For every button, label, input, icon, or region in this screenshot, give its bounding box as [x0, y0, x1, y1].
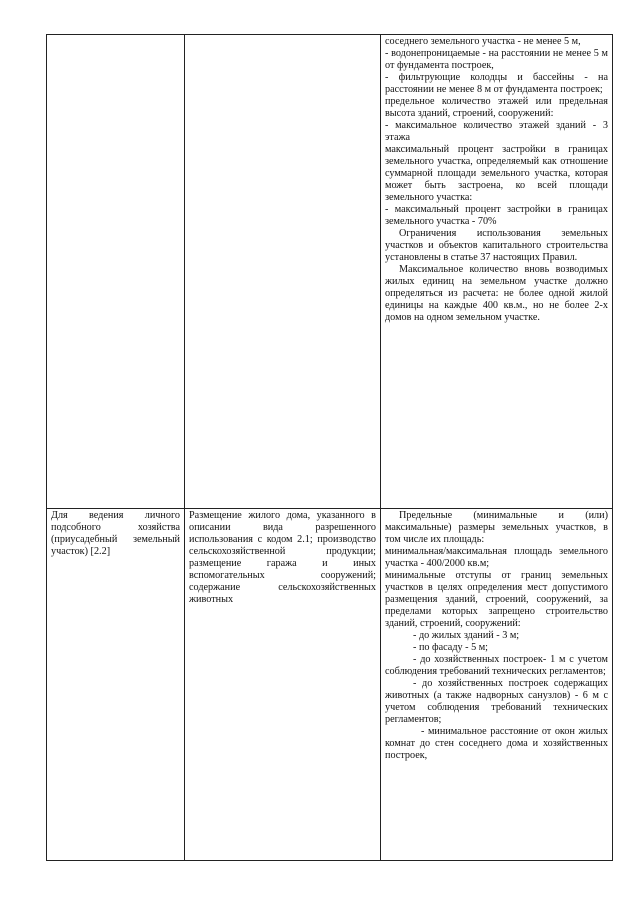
parameter-paragraph: минимальная/максимальная площадь земельного участка - 400/2000 кв.м; [385, 546, 608, 569]
parameter-paragraph: - водонепроницаемые - на расстоянии не менее 5 м от фундамента построек, [385, 48, 608, 71]
document-page [46, 34, 612, 860]
parameter-paragraph: - максимальный процент застройки в границах земельного участка - 70% [385, 204, 608, 227]
land-use-regulations-table [46, 34, 613, 861]
parameter-paragraph: Максимальное количество вновь возводимых жилых единиц на земельном участке должно определяться из расчета: не более одной жилой единицы на каждые 400 кв.м., но не более 2-х домов на одном земельном участке. [385, 264, 608, 323]
permitted-use-description-cell: Размещение жилого дома, указанного в описании вида разрешенного использования с кодом 2.1; производство сельскохозяйственной продукции; размещение гаража и иных вспомогательных сооружений; содержание сельскохозяйственных животных [185, 509, 381, 861]
parameter-paragraph: предельное количество этажей или предельная высота зданий, строений, сооружений: [385, 96, 608, 119]
parameter-paragraph: - до хозяйственных построек содержащих животных (а также надворных санузлов) - 6 м с учетом соблюдения требований технических регламентов; [385, 678, 608, 725]
parameter-paragraph: соседнего земельного участка - не менее 5 м, [385, 36, 581, 47]
parameter-paragraph: - до хозяйственных построек- 1 м с учетом соблюдения требований технических регламентов; [385, 654, 608, 677]
parameter-paragraph: максимальный процент застройки в границах земельного участка, определяемый как отношение суммарной площади земельного участка, которая может быть застроена, ко всей площади земельного участка: [385, 144, 608, 203]
parameter-paragraph: - максимальное количество этажей зданий - 3 этажа [385, 120, 608, 143]
parameter-paragraph: - фильтрующие колодцы и бассейны - на расстоянии не менее 8 м от фундамента построек; [385, 72, 608, 95]
parameter-paragraph: - минимальное расстояние от окон жилых комнат до стен соседнего дома и хозяйственных построек, [385, 726, 608, 761]
land-use-type-cell: Для ведения личного подсобного хозяйства (приусадебный земельный участок) [2.2] [47, 509, 185, 861]
parameter-paragraph: Предельные (минимальные и (или) максимальные) размеры земельных участков, в том числе их площадь: [385, 510, 608, 545]
parameter-paragraph: - до жилых зданий - 3 м; [413, 630, 520, 641]
parameter-paragraph: Ограничения использования земельных участков и объектов капитального строительства установлены в статье 37 настоящих Правил. [385, 228, 608, 263]
parameter-paragraph: - по фасаду - 5 м; [413, 642, 489, 653]
limits-parameters-cell [381, 509, 613, 861]
permitted-use-description-cell [185, 35, 381, 509]
limits-parameters-cell [381, 35, 613, 509]
table-row [47, 509, 613, 861]
parameter-paragraph: минимальные отступы от границ земельных участков в целях определения мест допустимого размещения зданий, строений, сооружений, за пределами которых запрещено строительство зданий, строений, сооружений: [385, 570, 608, 629]
land-use-type-cell [47, 35, 185, 509]
table-row [47, 35, 613, 509]
